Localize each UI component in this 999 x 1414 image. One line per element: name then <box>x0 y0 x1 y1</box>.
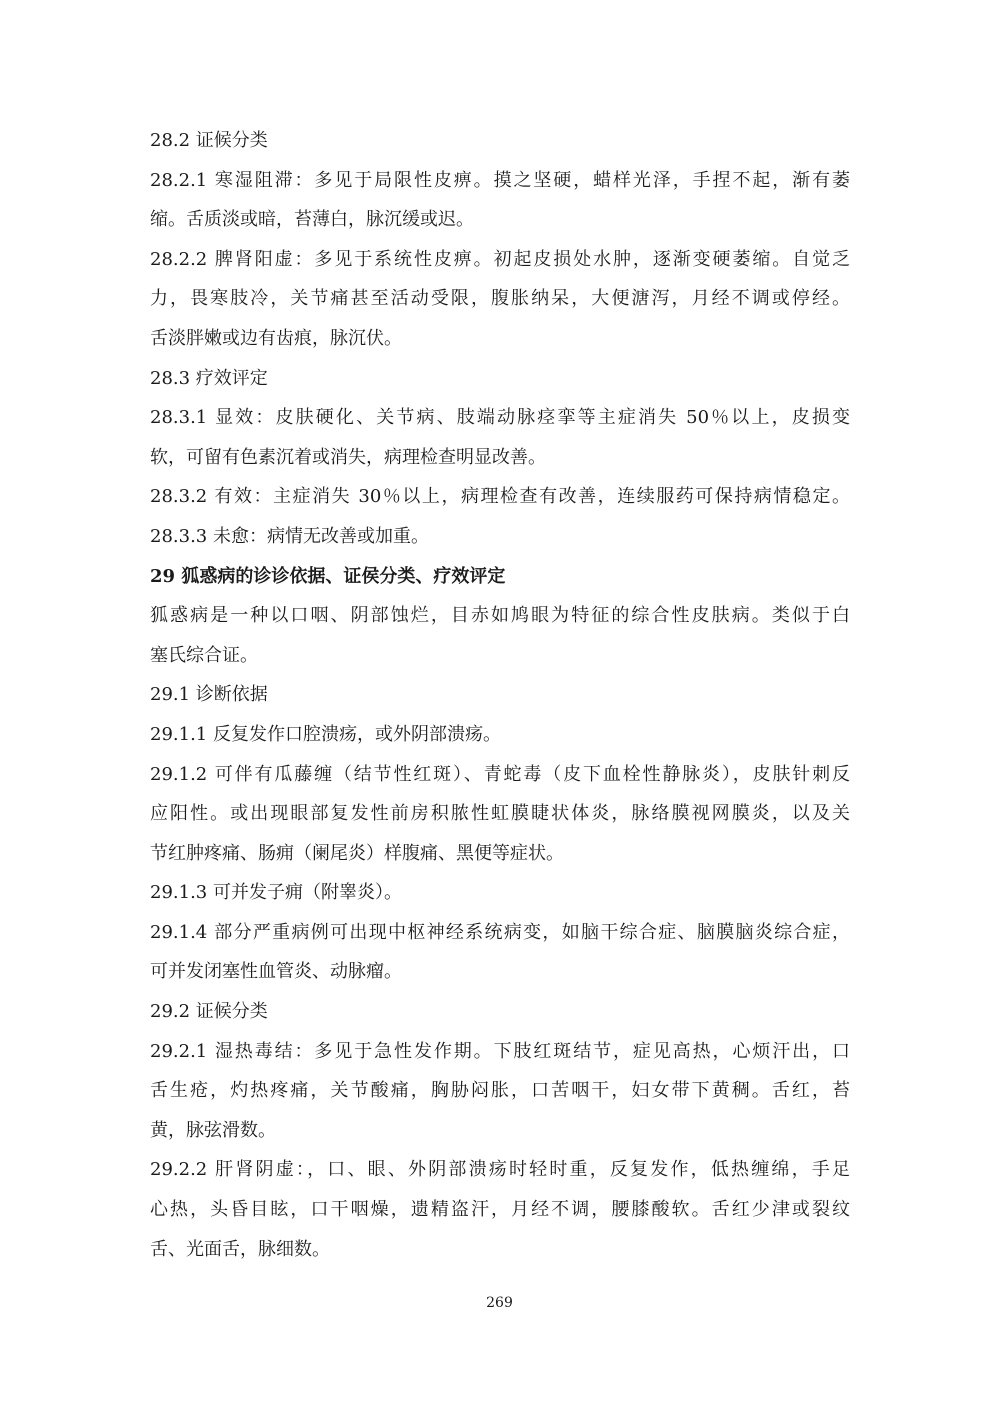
page-number: 269 <box>486 1295 513 1311</box>
text-line: 29.1.2 可伴有瓜藤缠（结节性红斑）、青蛇毒（皮下血栓性静脉炎），皮肤针刺反 <box>150 763 850 785</box>
text-line: 28.2 证候分类 <box>150 130 268 151</box>
text-line: 心热，头昏目眩，口干咽燥，遗精盗汗，月经不调，腰膝酸软。舌红少津或裂纹 <box>150 1199 850 1221</box>
text-line: 缩。舌质淡或暗，苔薄白，脉沉缓或迟。 <box>150 209 474 231</box>
text-line: 29.2.2 肝肾阴虚：，口、眼、外阴部溃疡时轻时重，反复发作，低热缠绵，手足 <box>150 1159 850 1181</box>
text-line: 应阳性。或出现眼部复发性前房积脓性虹膜睫状体炎，脉络膜视网膜炎，以及关 <box>150 803 850 825</box>
text-line: 28.2.1 寒湿阻滞：多见于局限性皮痹。摸之坚硬，蜡样光泽，手捏不起，渐有萎 <box>150 169 850 191</box>
text-line: 28.3 疗效评定 <box>150 367 268 389</box>
text-line: 28.3.2 有效：主症消失 30％以上，病理检查有改善，连续服药可保持病情稳定。 <box>150 486 850 508</box>
text-line: 塞氏综合证。 <box>150 644 258 666</box>
text-line: 28.3.1 显效：皮肤硬化、关节病、肢端动脉痉挛等主症消失 50％以上，皮损变 <box>150 407 850 429</box>
text-line: 29.2 证候分类 <box>150 1001 268 1023</box>
text-line: 节红肿疼痛、肠痈（阑尾炎）样腹痛、黑便等症状。 <box>150 842 564 864</box>
text-line: 29.1.4 部分严重病例可出现中枢神经系统病变，如脑干综合症、脑膜脑炎综合症， <box>150 921 850 943</box>
text-line: 28.2.2 脾肾阳虚：多见于系统性皮痹。初起皮损处水肿，逐渐变硬萎缩。自觉乏 <box>150 248 850 270</box>
document-body <box>150 121 850 1269</box>
text-line: 力，畏寒肢冷，关节痛甚至活动受限，腹胀纳呆，大便溏泻，月经不调或停经。 <box>150 288 850 310</box>
text-line: 可并发闭塞性血管炎、动脉瘤。 <box>150 961 402 983</box>
text-line: 29.2.1 湿热毒结：多见于急性发作期。下肢红斑结节，症见高热，心烦汗出，口 <box>150 1040 850 1062</box>
text-line: 舌淡胖嫩或边有齿痕，脉沉伏。 <box>150 327 402 349</box>
section-heading-line: 29 狐惑病的诊诊依据、证侯分类、疗效评定 <box>150 565 506 587</box>
text-line: 29.1.3 可并发子痈（附睾炎）。 <box>150 882 402 904</box>
text-line: 28.3.3 未愈：病情无改善或加重。 <box>150 525 429 547</box>
text-line: 29.1.1 反复发作口腔溃疡，或外阴部溃疡。 <box>150 723 501 745</box>
text-line: 29.1 诊断依据 <box>150 684 268 706</box>
text-line: 软，可留有色素沉着或消失，病理检查明显改善。 <box>150 446 546 468</box>
text-line: 狐惑病是一种以口咽、阴部蚀烂，目赤如鸠眼为特征的综合性皮肤病。类似于白 <box>150 605 850 627</box>
text-line: 舌生疮，灼热疼痛，关节酸痛，胸胁闷胀，口苦咽干，妇女带下黄稠。舌红，苔 <box>150 1080 850 1102</box>
text-line: 黄，脉弦滑数。 <box>150 1119 276 1141</box>
text-line: 舌、光面舌，脉细数。 <box>150 1238 330 1260</box>
